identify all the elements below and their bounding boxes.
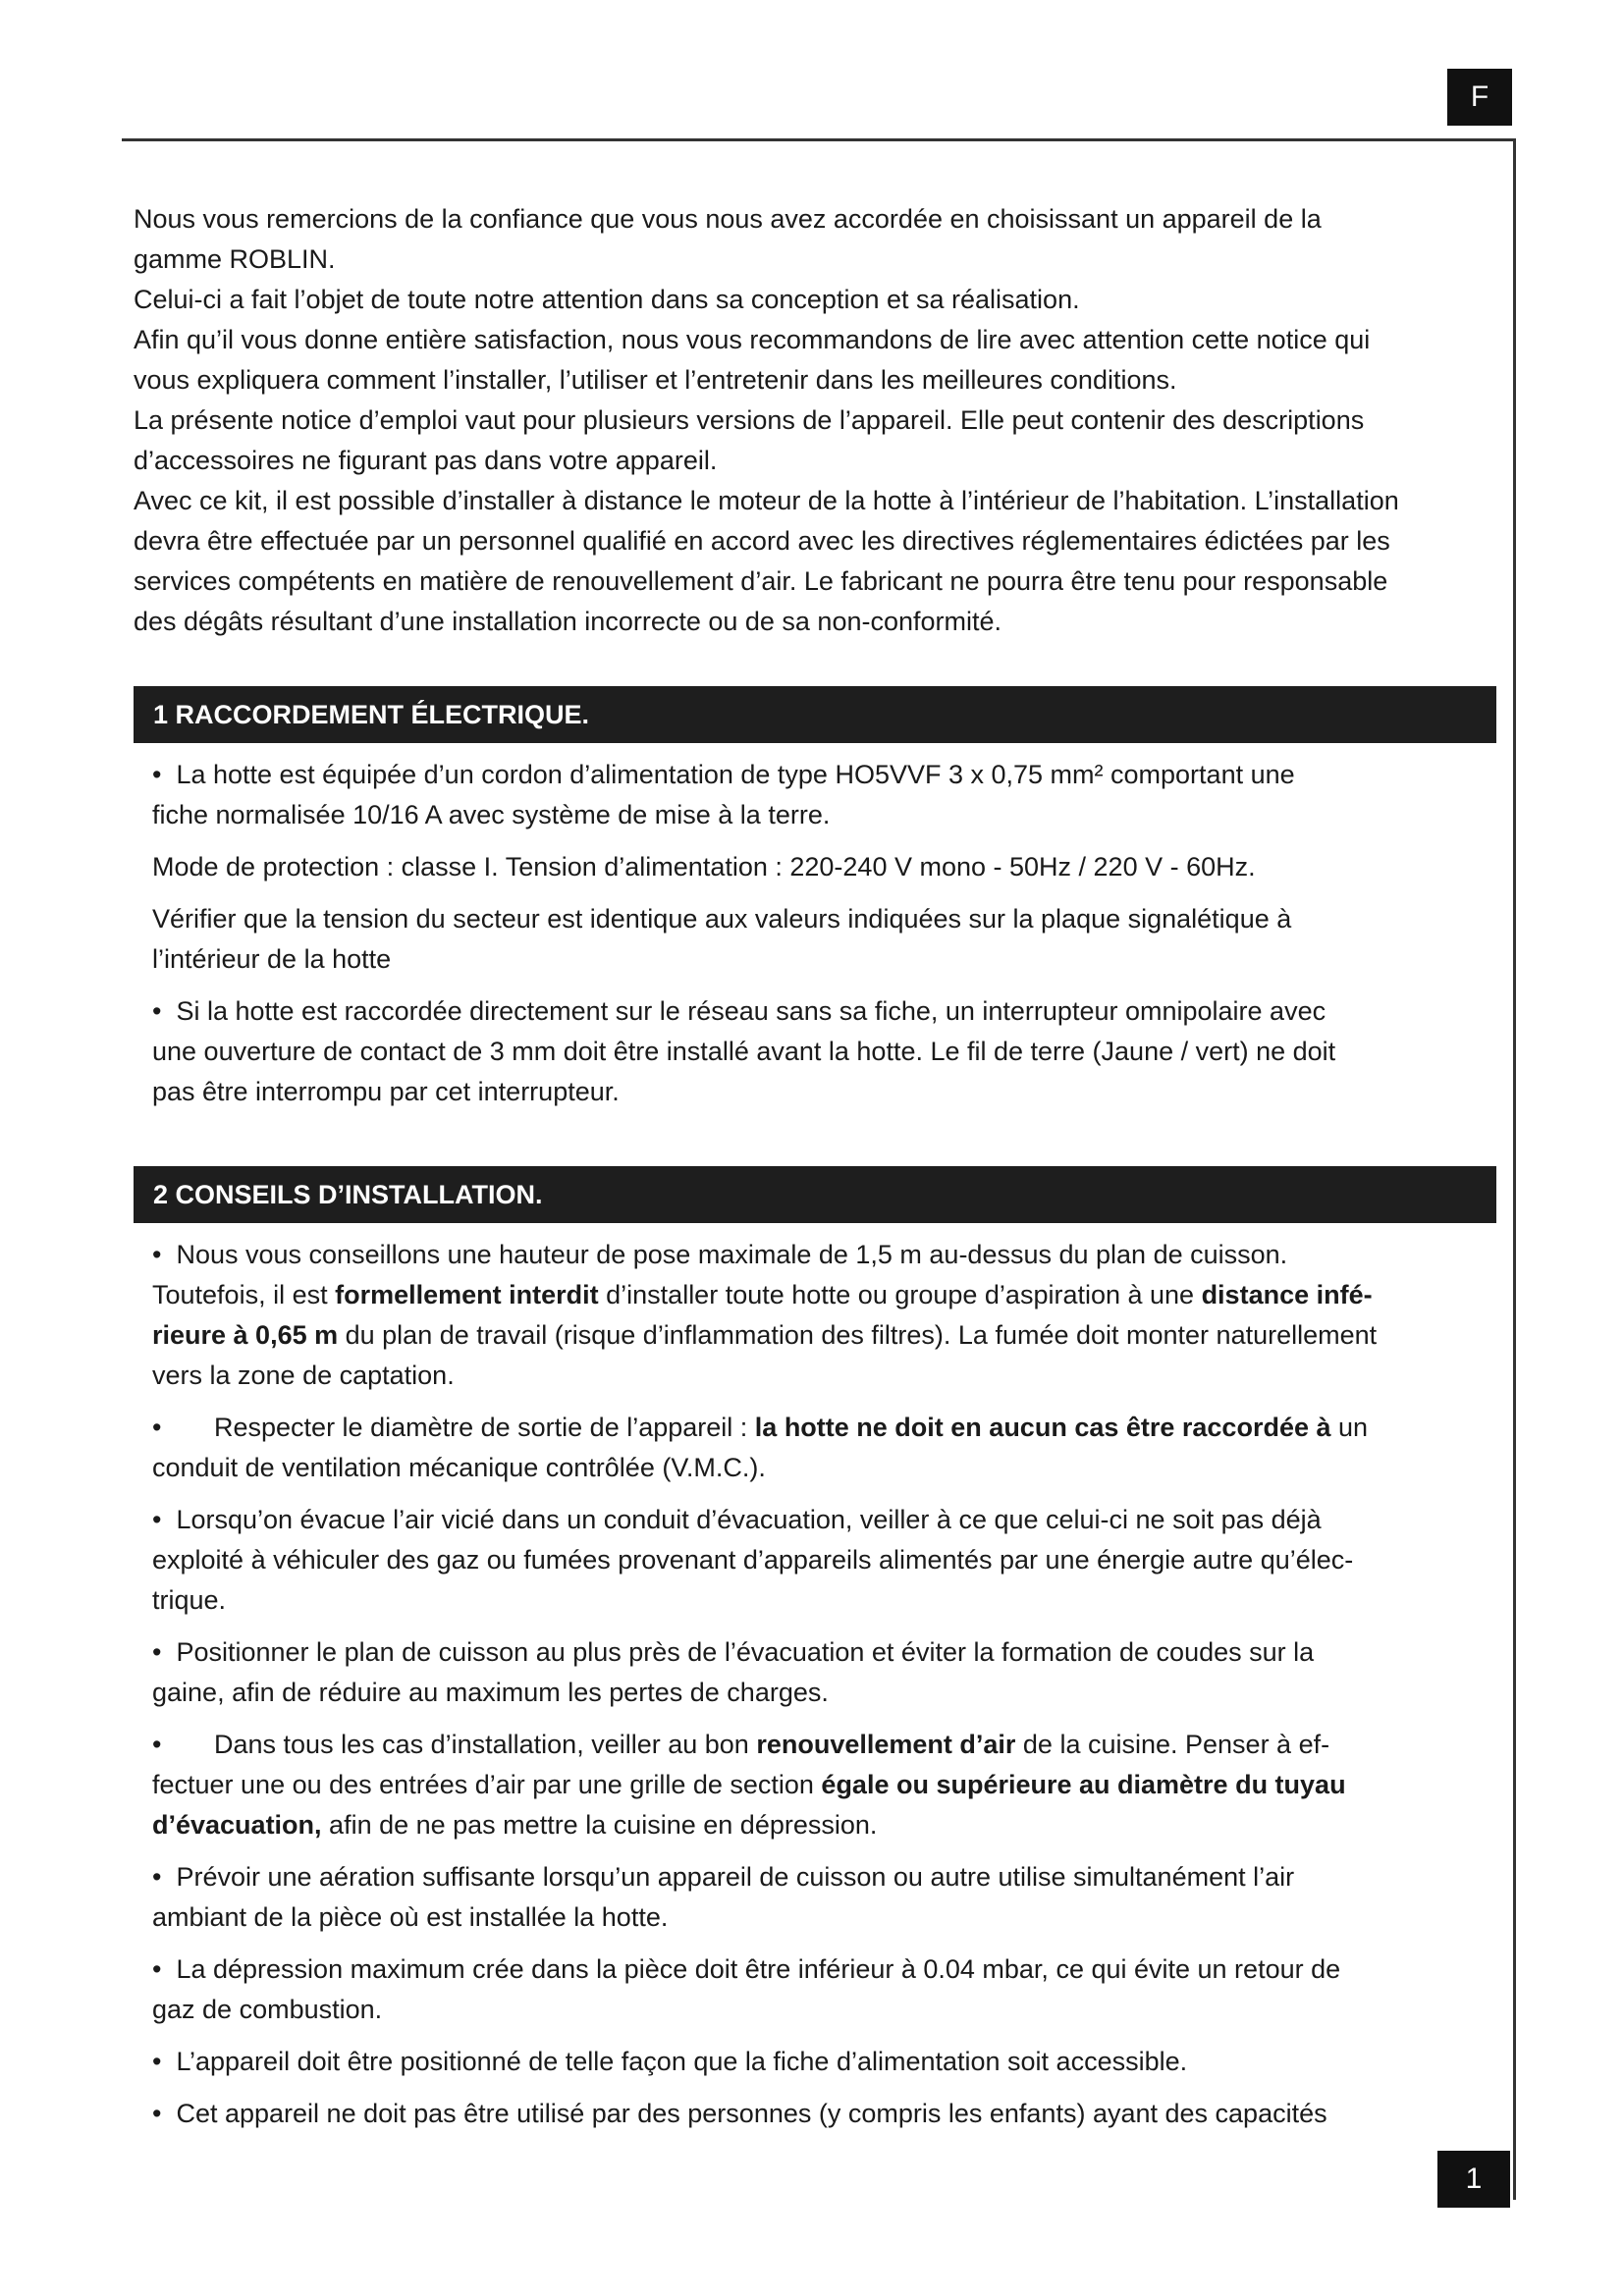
section-installation-body (134, 1235, 1508, 2134)
text: Lorsqu’on évacue l’air vicié dans un conduit d’évacuation, veiller à ce que celui-ci ne soit pas déjà (176, 1505, 1322, 1534)
text: afin de ne pas mettre la cuisine en dépression. (321, 1810, 878, 1840)
text: une ouverture de contact de 3 mm doit être installé avant la hotte. Le fil de terre (Jaune / vert) ne doit (152, 1037, 1336, 1066)
bold-text: distance infé- (1201, 1280, 1373, 1309)
bold-text: formellement interdit (335, 1280, 599, 1309)
text: Respecter le diamètre de sortie de l’appareil : (214, 1413, 755, 1442)
text: Mode de protection : classe I. Tension d’alimentation : 220-240 V mono - 50Hz / 220 V - 60Hz. (152, 852, 1256, 881)
paragraph (134, 847, 1508, 887)
text: fiche normalisée 10/16 A avec système de mise à la terre. (152, 800, 831, 829)
text: gaz de combustion. (152, 1995, 383, 2024)
bullet: • (152, 1730, 162, 1759)
text: Vérifier que la tension du secteur est identique aux valeurs indiquées sur la plaque signalétique à (152, 904, 1292, 934)
paragraph (134, 2042, 1508, 2082)
text: ambiant de la pièce où est installée la hotte. (152, 1902, 669, 1932)
text: conduit de ventilation mécanique contrôlée (V.M.C.). (152, 1453, 766, 1482)
text: Dans tous les cas d’installation, veiller au bon (214, 1730, 757, 1759)
bold-text: renouvellement d’air (756, 1730, 1016, 1759)
section-heading-installation: 2 CONSEILS D’INSTALLATION. (134, 1166, 1496, 1223)
paragraph (134, 1408, 1508, 1488)
intro-line: La présente notice d’emploi vaut pour plusieurs versions de l’appareil. Elle peut contenir des descriptions (134, 405, 1365, 435)
bold-text: rieure à 0,65 m (152, 1320, 339, 1350)
intro-line: Afin qu’il vous donne entière satisfaction, nous vous recommandons de lire avec attention cette notice qui (134, 325, 1371, 354)
paragraph (134, 1949, 1508, 2030)
bold-text: égale ou supérieure au diamètre du tuyau (821, 1770, 1346, 1799)
paragraph (134, 899, 1508, 980)
bullet: • (152, 2099, 162, 2128)
page-content (134, 199, 1508, 2134)
bullet: • (152, 996, 162, 1026)
bullet: • (152, 1954, 162, 1984)
paragraph (134, 1725, 1508, 1845)
text: Prévoir une aération suffisante lorsqu’un appareil de cuisson ou autre utilise simultanément l’air (176, 1862, 1295, 1892)
text: l’intérieur de la hotte (152, 944, 392, 974)
intro-line: Celui-ci a fait l’objet de toute notre attention dans sa conception et sa réalisation. (134, 285, 1080, 314)
paragraph (134, 1857, 1508, 1938)
text: trique. (152, 1585, 227, 1615)
language-tab: F (1447, 69, 1512, 126)
bullet: • (152, 1413, 162, 1442)
paragraph (134, 2094, 1508, 2134)
bullet: • (152, 2047, 162, 2076)
text: de la cuisine. Penser à ef- (1015, 1730, 1330, 1759)
text: Nous vous conseillons une hauteur de pose maximale de 1,5 m au-dessus du plan de cuisson. (176, 1240, 1288, 1269)
text: d’installer toute hotte ou groupe d’aspiration à une (598, 1280, 1202, 1309)
text: vers la zone de captation. (152, 1361, 455, 1390)
text: L’appareil doit être positionné de telle façon que la fiche d’alimentation soit accessible. (176, 2047, 1188, 2076)
text: La hotte est équipée d’un cordon d’alimentation de type HO5VVF 3 x 0,75 mm² comportant une (176, 760, 1295, 789)
text: Cet appareil ne doit pas être utilisé par des personnes (y compris les enfants) ayant des capacités (176, 2099, 1327, 2128)
text: Positionner le plan de cuisson au plus près de l’évacuation et éviter la formation de coudes sur la (176, 1637, 1315, 1667)
header-rule (122, 138, 1516, 141)
paragraph (134, 1235, 1508, 1396)
bold-text: d’évacuation, (152, 1810, 322, 1840)
intro-line: vous expliquera comment l’installer, l’utiliser et l’entretenir dans les meilleures conditions. (134, 365, 1177, 395)
bullet: • (152, 1862, 162, 1892)
text: du plan de travail (risque d’inflammation des filtres). La fumée doit monter naturellement (338, 1320, 1378, 1350)
text: fectuer une ou des entrées d’air par une grille de section (152, 1770, 822, 1799)
intro-line: services compétents en matière de renouvellement d’air. Le fabricant ne pourra être tenu pour responsable (134, 566, 1388, 596)
text: La dépression maximum crée dans la pièce doit être inférieur à 0.04 mbar, ce qui évite un retour de (176, 1954, 1341, 1984)
intro-line: d’accessoires ne figurant pas dans votre appareil. (134, 446, 718, 475)
text: gaine, afin de réduire au maximum les pertes de charges. (152, 1678, 829, 1707)
bullet: • (152, 760, 162, 789)
page-number: 1 (1437, 2151, 1510, 2208)
intro-text (134, 199, 1508, 642)
paragraph (134, 991, 1508, 1112)
paragraph (134, 1500, 1508, 1621)
bold-text: la hotte ne doit en aucun cas être raccordée à (754, 1413, 1331, 1442)
text: un (1330, 1413, 1369, 1442)
bullet: • (152, 1505, 162, 1534)
intro-line: gamme ROBLIN. (134, 244, 336, 274)
text: pas être interrompu par cet interrupteur. (152, 1077, 620, 1106)
text: Toutefois, il est (152, 1280, 336, 1309)
section-heading-electrical: 1 RACCORDEMENT ÉLECTRIQUE. (134, 686, 1496, 743)
intro-line: devra être effectuée par un personnel qualifié en accord avec les directives réglementaires édictées par les (134, 526, 1390, 556)
text: exploité à véhiculer des gaz ou fumées provenant d’appareils alimentés par une énergie autre qu’élec- (152, 1545, 1354, 1575)
bullet: • (152, 1240, 162, 1269)
paragraph (134, 1632, 1508, 1713)
intro-line: Avec ce kit, il est possible d’installer à distance le moteur de la hotte à l’intérieur de l’habitation. L’installation (134, 486, 1399, 515)
side-rule (1513, 138, 1516, 2200)
text: Si la hotte est raccordée directement sur le réseau sans sa fiche, un interrupteur omnipolaire avec (176, 996, 1326, 1026)
paragraph (134, 755, 1508, 835)
bullet: • (152, 1637, 162, 1667)
intro-line: Nous vous remercions de la confiance que vous nous avez accordée en choisissant un appareil de la (134, 204, 1322, 234)
section-electrical-body (134, 755, 1508, 1112)
intro-line: des dégâts résultant d’une installation incorrecte ou de sa non-conformité. (134, 607, 1002, 636)
